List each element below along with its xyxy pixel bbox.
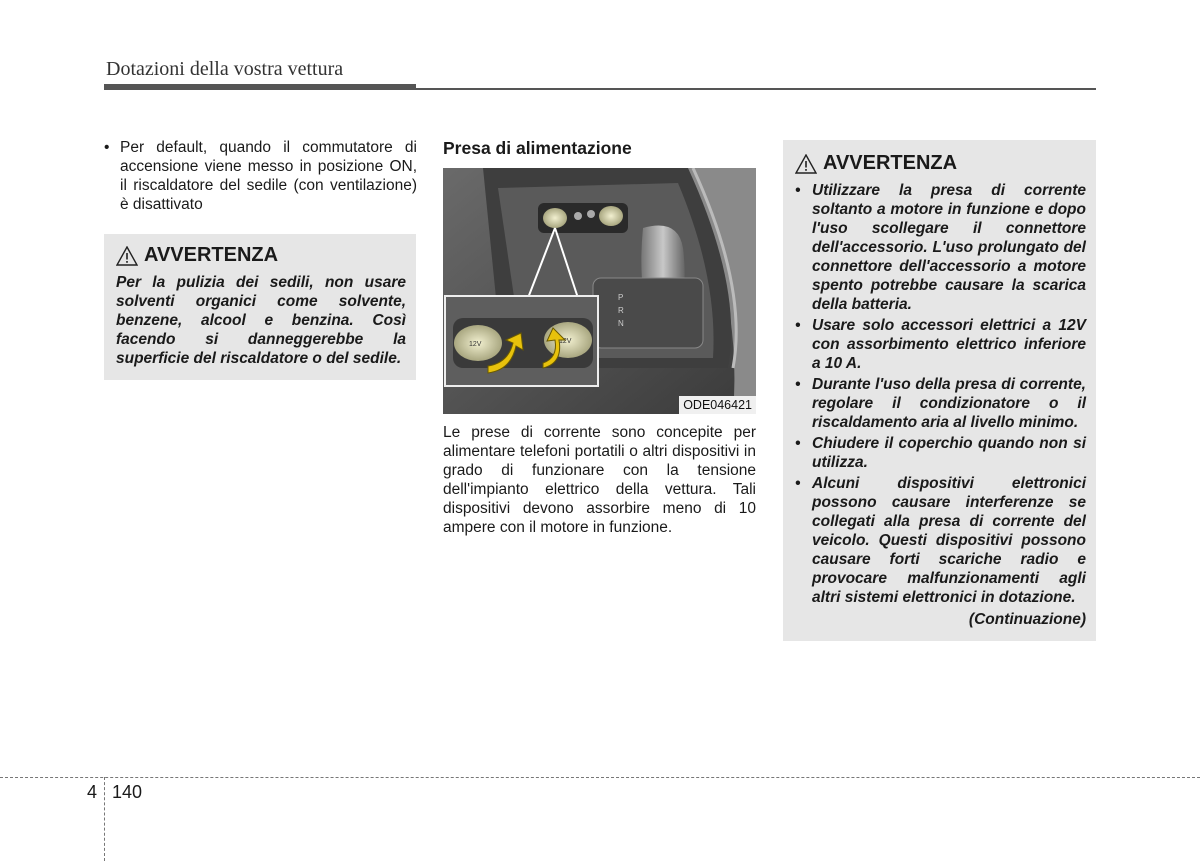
bullet-dot: •	[795, 435, 801, 452]
warning-header	[116, 244, 406, 267]
header-rule-thick	[104, 84, 416, 90]
warning-header	[795, 152, 1086, 175]
chapter-number: 4	[87, 782, 98, 802]
warning-item-text: Durante l'uso della presa di corrente, regolare il condizionatore o il riscaldamento aria al livello minimo.	[812, 376, 1086, 431]
warning-item-text: Chiudere il coperchio quando non si utilizza.	[812, 435, 1086, 471]
warning-item	[795, 434, 1086, 472]
warning-item	[795, 474, 1086, 607]
warning-triangle-icon	[795, 154, 817, 174]
svg-text:P: P	[618, 293, 624, 302]
warning-title: AVVERTENZA	[823, 152, 958, 174]
warning-text: Per la pulizia dei sedili, non usare solventi organici come solvente, benzene, alcool e benzina. Così facendo si danneggerebbe la superficie del riscaldatore o del sedile.	[116, 274, 406, 367]
figure-code: ODE046421	[679, 396, 756, 414]
svg-text:N: N	[618, 319, 624, 328]
warning-title: AVVERTENZA	[144, 244, 279, 266]
warning-item-text: Usare solo accessori elettrici a 12V con assorbimento elettrico inferiore a 10 A.	[812, 317, 1086, 372]
inset-socket-label: 12V	[469, 341, 482, 348]
console-illustration	[443, 168, 756, 414]
bullet-dot: •	[795, 376, 801, 393]
left-column	[104, 138, 417, 214]
footer-vertical-rule	[104, 777, 105, 861]
default-setting-note	[104, 138, 417, 214]
section-title: Presa di alimentazione	[443, 138, 632, 158]
header-rule-thin	[416, 88, 1096, 90]
warning-item-text: Alcuni dispositivi elettronici possono causare interferenze se collegati alla presa di corrente del veicolo. Questi dispositivi possono causare forti scariche radio e provocare malfunzionamenti agli altri sistemi elettronici in dotazione.	[812, 475, 1086, 606]
bullet-dot: •	[795, 182, 801, 199]
svg-text:R: R	[618, 306, 624, 315]
bullet-dot: •	[795, 317, 801, 334]
bullet-dot: •	[795, 475, 801, 492]
page-number: 140	[112, 782, 143, 802]
seat-cleaning-warning	[104, 234, 416, 380]
power-outlet-warning	[783, 140, 1096, 641]
continuation-note: (Continuazione)	[968, 611, 1086, 628]
inset-socket-label: 12V	[559, 338, 572, 345]
warning-item	[795, 181, 1086, 314]
warning-item	[795, 375, 1086, 432]
warning-item-text: Utilizzare la presa di corrente soltanto a motore in funzione e dopo l'uso scollegare il connettore dell'accessorio. L'uso prolungato del connettore dell'accessorio a motore spento potrebbe causare la scarica della batteria.	[812, 182, 1086, 313]
footer-rule	[0, 777, 1200, 778]
warning-list	[795, 181, 1086, 607]
warning-item	[795, 316, 1086, 373]
bullet-dot: •	[104, 139, 110, 156]
warning-triangle-icon	[116, 246, 138, 266]
default-setting-text: Per default, quando il commutatore di accensione viene messo in posizione ON, il riscaldatore del sedile (con ventilazione) è disattivato	[120, 139, 417, 213]
power-outlet-figure	[443, 168, 756, 414]
page-header-title: Dotazioni della vostra vettura	[106, 58, 344, 80]
power-outlet-description: Le prese di corrente sono concepite per alimentare telefoni portatili o altri dispositivi in grado di funzionare con la tensione dell'impianto elettrico della vettura. Tali dispositivi devono assorbire meno di 10 ampere con il motore in funzione.	[443, 424, 756, 536]
